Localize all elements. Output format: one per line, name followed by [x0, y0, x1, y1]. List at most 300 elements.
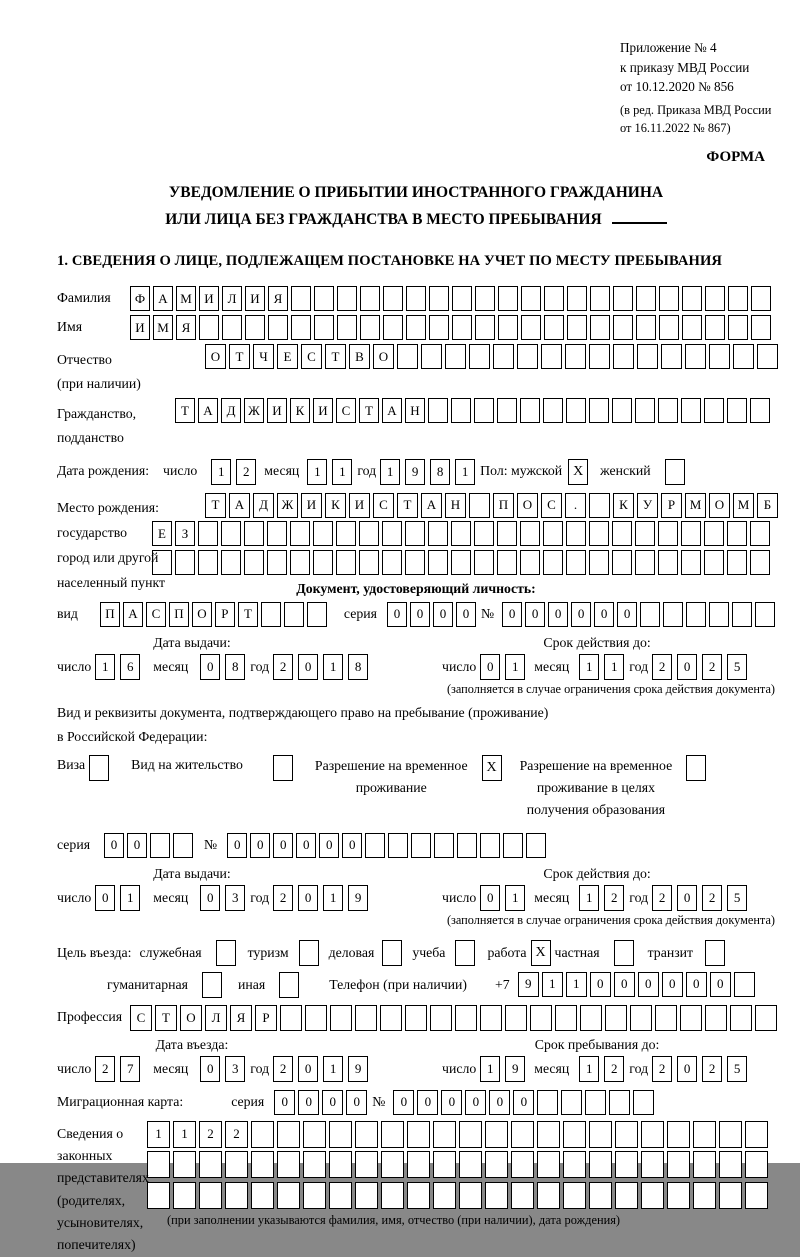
char-cell[interactable] [261, 602, 281, 627]
char-cell[interactable] [497, 521, 517, 546]
char-cell[interactable] [429, 286, 449, 311]
char-cell[interactable]: О [517, 493, 538, 518]
char-cell[interactable] [459, 1151, 482, 1178]
char-cell[interactable]: 0 [594, 602, 614, 627]
char-cell[interactable] [337, 286, 357, 311]
char-cell[interactable] [411, 833, 431, 858]
char-cell[interactable]: 0 [662, 972, 683, 997]
char-cell[interactable]: И [199, 286, 219, 311]
char-cell[interactable] [225, 1151, 248, 1178]
char-cell[interactable]: 0 [200, 1056, 220, 1082]
char-cell[interactable] [380, 1005, 402, 1031]
char-cell[interactable] [641, 1151, 664, 1178]
char-cell[interactable]: 0 [513, 1090, 534, 1115]
char-cell[interactable]: 6 [120, 654, 140, 680]
char-cell[interactable] [686, 602, 706, 627]
char-cell[interactable]: 2 [652, 1056, 672, 1082]
char-cell[interactable]: С [130, 1005, 152, 1031]
char-cell[interactable]: 0 [480, 654, 500, 680]
purpose-ucheba-checkbox[interactable] [455, 940, 475, 966]
purpose-chastnaya-checkbox[interactable] [614, 940, 634, 966]
char-cell[interactable] [537, 1121, 560, 1148]
char-cell[interactable] [667, 1121, 690, 1148]
char-cell[interactable]: 0 [298, 654, 318, 680]
char-cell[interactable] [360, 286, 380, 311]
char-cell[interactable] [421, 344, 442, 369]
char-cell[interactable] [705, 286, 725, 311]
char-cell[interactable] [750, 398, 770, 423]
char-cell[interactable] [585, 1090, 606, 1115]
char-cell[interactable] [505, 1005, 527, 1031]
char-cell[interactable] [659, 315, 679, 340]
char-cell[interactable] [580, 1005, 602, 1031]
char-cell[interactable] [290, 521, 310, 546]
char-cell[interactable]: 2 [199, 1121, 222, 1148]
char-cell[interactable] [563, 1182, 586, 1209]
char-cell[interactable]: 0 [456, 602, 476, 627]
char-cell[interactable]: 0 [322, 1090, 343, 1115]
char-cell[interactable]: Л [205, 1005, 227, 1031]
char-cell[interactable]: 1 [323, 885, 343, 911]
char-cell[interactable]: 0 [571, 602, 591, 627]
char-cell[interactable] [520, 521, 540, 546]
char-cell[interactable] [452, 315, 472, 340]
char-cell[interactable] [517, 344, 538, 369]
char-cell[interactable]: 1 [323, 1056, 343, 1082]
char-cell[interactable] [693, 1182, 716, 1209]
char-cell[interactable] [609, 1090, 630, 1115]
char-cell[interactable]: 2 [702, 885, 722, 911]
char-cell[interactable]: 9 [505, 1056, 525, 1082]
char-cell[interactable] [382, 521, 402, 546]
char-cell[interactable] [537, 1182, 560, 1209]
char-cell[interactable]: Е [152, 521, 172, 546]
char-cell[interactable] [727, 398, 747, 423]
char-cell[interactable] [280, 1005, 302, 1031]
char-cell[interactable] [355, 1151, 378, 1178]
char-cell[interactable] [383, 315, 403, 340]
char-cell[interactable] [434, 833, 454, 858]
char-cell[interactable]: П [493, 493, 514, 518]
char-cell[interactable] [313, 521, 333, 546]
char-cell[interactable] [493, 344, 514, 369]
visa-checkbox[interactable] [89, 755, 109, 781]
char-cell[interactable]: 1 [566, 972, 587, 997]
char-cell[interactable]: 0 [433, 602, 453, 627]
char-cell[interactable] [680, 1005, 702, 1031]
purpose-delovaya-checkbox[interactable] [382, 940, 402, 966]
char-cell[interactable] [541, 344, 562, 369]
char-cell[interactable] [291, 286, 311, 311]
char-cell[interactable] [563, 1151, 586, 1178]
char-cell[interactable]: . [565, 493, 586, 518]
char-cell[interactable] [590, 315, 610, 340]
char-cell[interactable] [277, 1151, 300, 1178]
char-cell[interactable] [757, 344, 778, 369]
char-cell[interactable]: 0 [677, 885, 697, 911]
char-cell[interactable]: 0 [502, 602, 522, 627]
char-cell[interactable] [511, 1182, 534, 1209]
char-cell[interactable]: 0 [677, 654, 697, 680]
char-cell[interactable] [360, 315, 380, 340]
char-cell[interactable]: 1 [505, 885, 525, 911]
purpose-rabota-checkbox[interactable]: X [531, 940, 551, 966]
char-cell[interactable] [303, 1182, 326, 1209]
char-cell[interactable] [474, 521, 494, 546]
char-cell[interactable]: Т [325, 344, 346, 369]
char-cell[interactable] [719, 1121, 742, 1148]
char-cell[interactable] [475, 286, 495, 311]
char-cell[interactable] [728, 315, 748, 340]
char-cell[interactable]: А [123, 602, 143, 627]
char-cell[interactable] [451, 398, 471, 423]
char-cell[interactable] [475, 315, 495, 340]
char-cell[interactable] [589, 344, 610, 369]
char-cell[interactable] [566, 398, 586, 423]
char-cell[interactable] [633, 1090, 654, 1115]
char-cell[interactable] [433, 1151, 456, 1178]
char-cell[interactable]: 0 [95, 885, 115, 911]
char-cell[interactable] [544, 286, 564, 311]
char-cell[interactable]: 1 [480, 1056, 500, 1082]
char-cell[interactable] [704, 550, 724, 575]
char-cell[interactable] [459, 1121, 482, 1148]
sex-male-checkbox[interactable]: X [568, 459, 588, 485]
char-cell[interactable]: Т [175, 398, 195, 423]
char-cell[interactable]: 0 [342, 833, 362, 858]
char-cell[interactable]: 2 [95, 1056, 115, 1082]
char-cell[interactable] [314, 315, 334, 340]
char-cell[interactable] [704, 521, 724, 546]
char-cell[interactable] [730, 1005, 752, 1031]
char-cell[interactable]: 2 [652, 885, 672, 911]
char-cell[interactable] [612, 521, 632, 546]
char-cell[interactable] [405, 550, 425, 575]
char-cell[interactable] [681, 398, 701, 423]
char-cell[interactable] [173, 833, 193, 858]
char-cell[interactable] [641, 1182, 664, 1209]
char-cell[interactable] [589, 1121, 612, 1148]
char-cell[interactable]: 0 [489, 1090, 510, 1115]
char-cell[interactable]: 8 [225, 654, 245, 680]
char-cell[interactable] [640, 602, 660, 627]
char-cell[interactable]: 0 [200, 885, 220, 911]
char-cell[interactable] [526, 833, 546, 858]
char-cell[interactable]: Ч [253, 344, 274, 369]
char-cell[interactable]: Д [221, 398, 241, 423]
char-cell[interactable]: 2 [236, 459, 256, 485]
char-cell[interactable]: С [146, 602, 166, 627]
char-cell[interactable] [405, 1005, 427, 1031]
char-cell[interactable] [497, 398, 517, 423]
char-cell[interactable] [589, 493, 610, 518]
char-cell[interactable] [709, 602, 729, 627]
char-cell[interactable]: С [373, 493, 394, 518]
char-cell[interactable] [469, 344, 490, 369]
char-cell[interactable]: А [421, 493, 442, 518]
char-cell[interactable]: 0 [465, 1090, 486, 1115]
char-cell[interactable] [659, 286, 679, 311]
char-cell[interactable] [543, 550, 563, 575]
char-cell[interactable] [719, 1151, 742, 1178]
char-cell[interactable] [485, 1151, 508, 1178]
char-cell[interactable] [630, 1005, 652, 1031]
char-cell[interactable]: 1 [307, 459, 327, 485]
char-cell[interactable] [355, 1182, 378, 1209]
char-cell[interactable]: 1 [147, 1121, 170, 1148]
char-cell[interactable] [330, 1005, 352, 1031]
char-cell[interactable] [407, 1121, 430, 1148]
char-cell[interactable] [693, 1121, 716, 1148]
char-cell[interactable] [511, 1151, 534, 1178]
char-cell[interactable] [469, 493, 490, 518]
char-cell[interactable] [663, 602, 683, 627]
char-cell[interactable]: Ж [244, 398, 264, 423]
char-cell[interactable] [381, 1182, 404, 1209]
char-cell[interactable]: 0 [387, 602, 407, 627]
temp-permit-checkbox[interactable]: X [482, 755, 502, 781]
char-cell[interactable] [543, 398, 563, 423]
char-cell[interactable] [359, 521, 379, 546]
char-cell[interactable] [637, 344, 658, 369]
char-cell[interactable] [291, 315, 311, 340]
char-cell[interactable] [520, 398, 540, 423]
char-cell[interactable]: 5 [727, 885, 747, 911]
char-cell[interactable]: М [733, 493, 754, 518]
char-cell[interactable] [685, 344, 706, 369]
char-cell[interactable]: 0 [590, 972, 611, 997]
char-cell[interactable]: 1 [579, 654, 599, 680]
char-cell[interactable] [727, 550, 747, 575]
purpose-inaya-checkbox[interactable] [279, 972, 299, 998]
char-cell[interactable] [474, 550, 494, 575]
char-cell[interactable] [636, 286, 656, 311]
char-cell[interactable]: 0 [410, 602, 430, 627]
char-cell[interactable] [244, 550, 264, 575]
char-cell[interactable] [381, 1121, 404, 1148]
char-cell[interactable] [704, 398, 724, 423]
char-cell[interactable]: Ф [130, 286, 150, 311]
char-cell[interactable]: 0 [677, 1056, 697, 1082]
char-cell[interactable] [537, 1151, 560, 1178]
char-cell[interactable] [613, 286, 633, 311]
char-cell[interactable] [284, 602, 304, 627]
char-cell[interactable] [147, 1151, 170, 1178]
char-cell[interactable]: 0 [227, 833, 247, 858]
purpose-sluzhebnaya-checkbox[interactable] [216, 940, 236, 966]
char-cell[interactable]: С [301, 344, 322, 369]
char-cell[interactable] [359, 550, 379, 575]
char-cell[interactable] [589, 1182, 612, 1209]
char-cell[interactable] [277, 1182, 300, 1209]
char-cell[interactable]: 1 [173, 1121, 196, 1148]
char-cell[interactable] [755, 602, 775, 627]
char-cell[interactable] [198, 550, 218, 575]
char-cell[interactable] [566, 521, 586, 546]
char-cell[interactable]: 0 [638, 972, 659, 997]
char-cell[interactable]: 2 [702, 654, 722, 680]
char-cell[interactable]: 1 [211, 459, 231, 485]
char-cell[interactable] [732, 602, 752, 627]
char-cell[interactable]: 1 [604, 654, 624, 680]
char-cell[interactable] [198, 521, 218, 546]
char-cell[interactable] [365, 833, 385, 858]
char-cell[interactable] [428, 521, 448, 546]
char-cell[interactable] [381, 1151, 404, 1178]
char-cell[interactable]: Д [253, 493, 274, 518]
char-cell[interactable] [290, 550, 310, 575]
char-cell[interactable] [681, 550, 701, 575]
char-cell[interactable] [544, 315, 564, 340]
char-cell[interactable] [719, 1182, 742, 1209]
char-cell[interactable]: 0 [393, 1090, 414, 1115]
char-cell[interactable] [503, 833, 523, 858]
char-cell[interactable] [733, 344, 754, 369]
char-cell[interactable] [498, 315, 518, 340]
char-cell[interactable]: 1 [95, 654, 115, 680]
edu-permit-checkbox[interactable] [686, 755, 706, 781]
char-cell[interactable] [636, 315, 656, 340]
char-cell[interactable] [175, 550, 195, 575]
char-cell[interactable] [455, 1005, 477, 1031]
char-cell[interactable] [751, 315, 771, 340]
char-cell[interactable] [428, 398, 448, 423]
char-cell[interactable] [709, 344, 730, 369]
char-cell[interactable]: Я [230, 1005, 252, 1031]
char-cell[interactable] [635, 550, 655, 575]
char-cell[interactable]: Т [359, 398, 379, 423]
char-cell[interactable] [561, 1090, 582, 1115]
char-cell[interactable]: 0 [346, 1090, 367, 1115]
char-cell[interactable] [405, 521, 425, 546]
char-cell[interactable] [430, 1005, 452, 1031]
char-cell[interactable] [641, 1121, 664, 1148]
char-cell[interactable]: 0 [127, 833, 147, 858]
char-cell[interactable]: 1 [455, 459, 475, 485]
char-cell[interactable]: 0 [548, 602, 568, 627]
char-cell[interactable]: 0 [480, 885, 500, 911]
char-cell[interactable] [750, 521, 770, 546]
char-cell[interactable]: 0 [273, 833, 293, 858]
char-cell[interactable]: 0 [525, 602, 545, 627]
char-cell[interactable]: 9 [348, 885, 368, 911]
char-cell[interactable]: 8 [348, 654, 368, 680]
char-cell[interactable]: 0 [296, 833, 316, 858]
char-cell[interactable]: 1 [579, 885, 599, 911]
char-cell[interactable] [521, 286, 541, 311]
char-cell[interactable] [451, 550, 471, 575]
char-cell[interactable] [589, 550, 609, 575]
char-cell[interactable]: О [205, 344, 226, 369]
char-cell[interactable]: 1 [323, 654, 343, 680]
char-cell[interactable] [303, 1151, 326, 1178]
char-cell[interactable]: Р [661, 493, 682, 518]
char-cell[interactable] [329, 1182, 352, 1209]
char-cell[interactable] [433, 1182, 456, 1209]
char-cell[interactable]: 0 [104, 833, 124, 858]
char-cell[interactable]: 7 [120, 1056, 140, 1082]
char-cell[interactable]: 5 [727, 1056, 747, 1082]
char-cell[interactable]: Я [268, 286, 288, 311]
char-cell[interactable] [329, 1121, 352, 1148]
char-cell[interactable] [474, 398, 494, 423]
char-cell[interactable] [277, 1121, 300, 1148]
char-cell[interactable]: 8 [430, 459, 450, 485]
char-cell[interactable] [615, 1151, 638, 1178]
char-cell[interactable] [693, 1151, 716, 1178]
char-cell[interactable] [751, 286, 771, 311]
char-cell[interactable] [734, 972, 755, 997]
char-cell[interactable] [445, 344, 466, 369]
char-cell[interactable] [682, 315, 702, 340]
char-cell[interactable] [705, 315, 725, 340]
char-cell[interactable] [485, 1121, 508, 1148]
char-cell[interactable]: 0 [250, 833, 270, 858]
char-cell[interactable] [407, 1151, 430, 1178]
char-cell[interactable]: 2 [604, 885, 624, 911]
char-cell[interactable] [451, 521, 471, 546]
char-cell[interactable]: Т [397, 493, 418, 518]
char-cell[interactable]: А [153, 286, 173, 311]
char-cell[interactable]: У [637, 493, 658, 518]
char-cell[interactable] [406, 315, 426, 340]
char-cell[interactable] [530, 1005, 552, 1031]
char-cell[interactable] [244, 521, 264, 546]
char-cell[interactable]: 0 [274, 1090, 295, 1115]
char-cell[interactable]: 2 [702, 1056, 722, 1082]
char-cell[interactable]: Р [215, 602, 235, 627]
char-cell[interactable] [251, 1151, 274, 1178]
char-cell[interactable] [382, 550, 402, 575]
char-cell[interactable] [750, 550, 770, 575]
char-cell[interactable]: 2 [225, 1121, 248, 1148]
char-cell[interactable]: К [613, 493, 634, 518]
char-cell[interactable]: Н [445, 493, 466, 518]
char-cell[interactable] [336, 521, 356, 546]
char-cell[interactable]: 0 [441, 1090, 462, 1115]
char-cell[interactable] [682, 286, 702, 311]
char-cell[interactable] [537, 1090, 558, 1115]
char-cell[interactable]: 5 [727, 654, 747, 680]
char-cell[interactable]: 1 [120, 885, 140, 911]
char-cell[interactable] [521, 315, 541, 340]
char-cell[interactable]: 3 [225, 885, 245, 911]
char-cell[interactable] [383, 286, 403, 311]
char-cell[interactable] [355, 1121, 378, 1148]
char-cell[interactable]: П [100, 602, 120, 627]
char-cell[interactable]: М [176, 286, 196, 311]
char-cell[interactable] [267, 521, 287, 546]
char-cell[interactable] [251, 1121, 274, 1148]
char-cell[interactable] [658, 398, 678, 423]
char-cell[interactable] [221, 521, 241, 546]
char-cell[interactable]: О [180, 1005, 202, 1031]
char-cell[interactable] [429, 315, 449, 340]
char-cell[interactable]: 1 [505, 654, 525, 680]
char-cell[interactable]: О [709, 493, 730, 518]
char-cell[interactable]: 0 [617, 602, 637, 627]
char-cell[interactable]: 2 [604, 1056, 624, 1082]
char-cell[interactable]: 9 [518, 972, 539, 997]
char-cell[interactable] [590, 286, 610, 311]
char-cell[interactable]: 9 [405, 459, 425, 485]
char-cell[interactable] [555, 1005, 577, 1031]
char-cell[interactable]: 2 [652, 654, 672, 680]
char-cell[interactable]: 0 [417, 1090, 438, 1115]
char-cell[interactable]: Ж [277, 493, 298, 518]
char-cell[interactable]: Я [176, 315, 196, 340]
char-cell[interactable] [173, 1151, 196, 1178]
